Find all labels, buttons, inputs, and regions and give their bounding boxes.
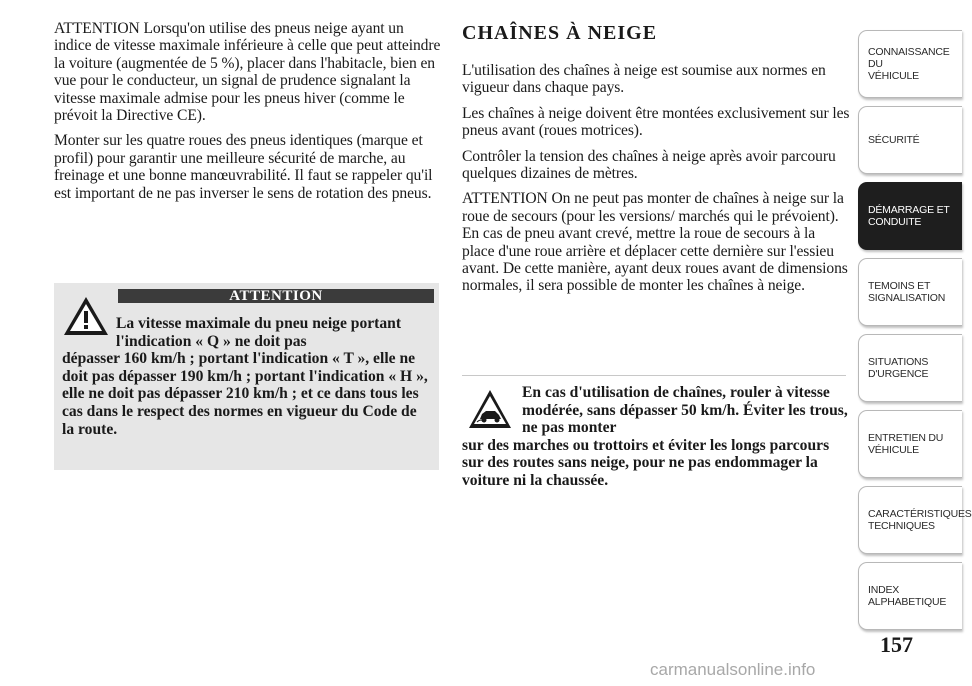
attention-text-first: La vitesse maximale du pneu neige portant l'indication « Q » ne doit pas — [116, 315, 402, 350]
tab-label: CONNAISSANCE DU VÉHICULE — [868, 46, 950, 82]
tab-securite[interactable] — [858, 106, 962, 174]
tab-label: DÉMARRAGE ET CONDUITE — [868, 204, 950, 228]
tab-label: ENTRETIEN DU VÉHICULE — [868, 432, 944, 456]
caution-divider — [462, 375, 846, 376]
chains-front-tyres-paragraph: Les chaînes à neige doivent être montées exclusivement sur les pneus avant (roues motrices). — [462, 104, 850, 140]
chapter-tabs — [858, 0, 972, 640]
watermark: carmanualsonline.info — [650, 660, 816, 679]
spare-wheel-attention-paragraph: ATTENTION On ne peut pas monter de chaînes à neige sur la roue de secours (pour les versions/ marchés qui le prévoient). En cas de pneu avant crevé, mettre la roue de secours à la place d'une roue arrière et déplacer cette dernière sur l'essieu avant. De cette manière, ayant deux roues avant de dimensions normales, il sera possible de monter les chaînes à neige. — [462, 190, 848, 295]
tab-label: INDEX ALPHABETIQUE — [868, 584, 947, 608]
attention-text — [62, 315, 432, 438]
attention-title: ATTENTION — [118, 289, 434, 303]
snow-tyre-attention-paragraph: ATTENTION Lorsqu'on utilise des pneus neige ayant un indice de vitesse maximale inférieure à celle que peut atteindre la voiture (augmentée de 5 %), placer dans l'habitacle, bien en vue pour le conducteur, un signal de prudence signalant la vitesse maximale admise pour les pneus hiver (comme le prévoit la Directive CE). — [54, 20, 441, 125]
tab-label: SITUATIONS D'URGENCE — [868, 356, 929, 380]
caution-text — [462, 384, 850, 490]
right-column — [462, 62, 850, 303]
attention-text-rest: dépasser 160 km/h ; portant l'indication « T », elle ne doit pas dépasser 190 km/h ; portant l'indication « H », elle ne doit pas dépasser 210 km/h ; et ce dans tous les cas dans le respect des normes en vigueur du Code de la route. — [62, 350, 428, 438]
caution-text-first: En cas d'utilisation de chaînes, rouler à vitesse modérée, sans dépasser 50 km/h. Éviter les trous, ne pas monter — [522, 384, 848, 437]
tab-situations-d-urgence[interactable] — [858, 334, 962, 402]
chains-regulations-paragraph: L'utilisation des chaînes à neige est soumise aux normes en vigueur dans chaque pays. — [462, 62, 826, 97]
page-number: 157 — [880, 632, 913, 657]
tab-caracteristiques-techniques[interactable] — [858, 486, 972, 554]
tab-label: TEMOINS ET SIGNALISATION — [868, 280, 946, 304]
tab-connaissance-du-vehicule[interactable] — [858, 30, 962, 98]
tab-label: CARACTÉRISTIQUES TECHNIQUES — [868, 508, 972, 532]
tab-label: SÉCURITÉ — [868, 134, 920, 146]
tab-temoins-et-signalisation[interactable] — [858, 258, 962, 326]
left-column — [54, 20, 442, 210]
caution-text-rest: sur des marches ou trottoirs et éviter les longs parcours sur des routes sans neige, pour ne pas endommager la voiture ni la chaussée. — [462, 436, 830, 489]
chains-tension-paragraph: Contrôler la tension des chaînes à neige après avoir parcouru quelques dizaines de mètres. — [462, 147, 836, 183]
tab-demarrage-et-conduite[interactable] — [858, 182, 962, 250]
section-heading: CHAÎNES À NEIGE — [462, 22, 658, 44]
attention-box — [54, 283, 439, 470]
tab-entretien-du-vehicule[interactable] — [858, 410, 962, 478]
tab-index-alphabetique[interactable] — [858, 562, 962, 630]
identical-tyres-paragraph: Monter sur les quatre roues des pneus identiques (marque et profil) pour garantir une meilleure sécurité de marche, au freinage et une bonne manœuvrabilité. Il faut se rappeler qu'il est important de ne pas inverser le sens de rotation des pneus. — [54, 132, 433, 202]
